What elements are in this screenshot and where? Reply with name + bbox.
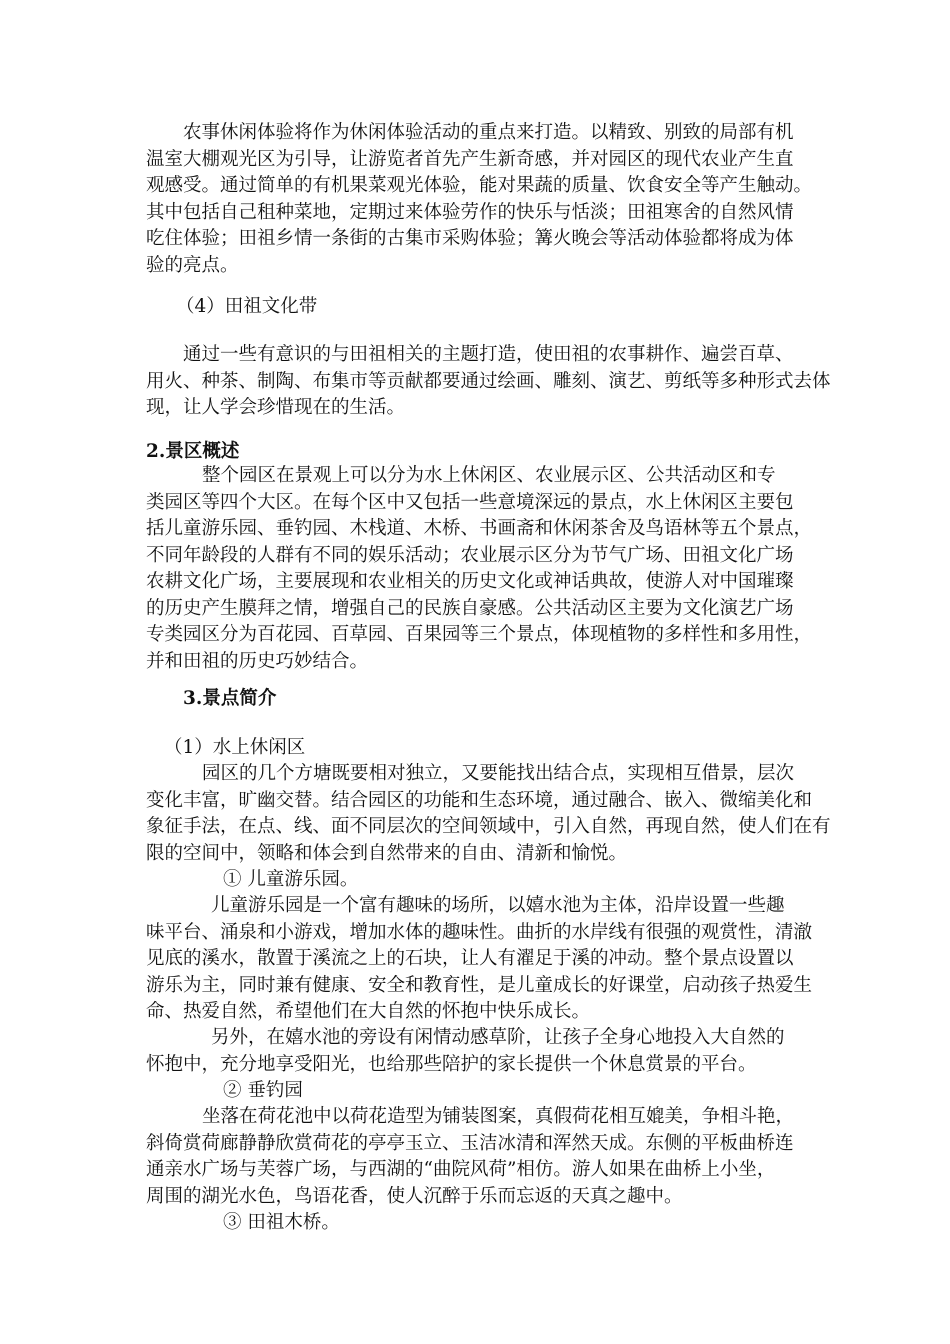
item-fishing-park [146, 1078, 808, 1105]
text-line: 味平台、涌泉和小游戏，增加水体的趣味性。曲折的水岸线有很强的观赏性，清澈 [146, 921, 813, 943]
paragraph-children-playground [146, 893, 813, 1026]
text-line: 类园区等四个大区。在每个区中又包括一些意境深远的景点，水上休闲区主要包 [146, 491, 794, 513]
text-line: 坐落在荷花池中以荷花造型为铺装图案，真假荷花相互媲美，争相斗艳， [202, 1106, 795, 1127]
text-line: 限的空间中，领略和体会到自然带来的自由、清新和愉悦。 [146, 842, 628, 864]
text-line: 游乐为主，同时兼有健康、安全和教育性，是儿童成长的好课堂，启动孩子热爱生 [146, 974, 813, 996]
text-line: 斜倚赏荷廊静静欣赏荷花的亭亭玉立、玉洁冰清和浑然天成。东侧的平板曲桥连 [146, 1132, 794, 1154]
text-line: 农事休闲体验将作为休闲体验活动的重点来打造。以精致、别致的局部有机 [183, 122, 794, 143]
text-line: 的历史产生膜拜之情，增强自己的民族自豪感。公共活动区主要为文化演艺广场 [146, 597, 794, 619]
text-line: 其中包括自己租种菜地，定期过来体验劳作的快乐与恬淡；田祖寒舍的自然风情 [146, 201, 794, 223]
text-line: 园区的几个方塘既要相对独立，又要能找出结合点，实现相互借景，层次 [202, 763, 795, 784]
text-line: 验的亮点。 [146, 254, 239, 276]
text-line: 命、热爱自然，希望他们在大自然的怀抱中快乐成长。 [146, 1001, 591, 1022]
text-line: 通亲水广场与芙蓉广场，与西湖的“曲院风荷”相仿。游人如果在曲桥上小坐， [146, 1159, 776, 1180]
text-line: 农耕文化广场，主要展现和农业相关的历史文化或神话典故，使游人对中国璀璨 [146, 571, 794, 592]
text-line: 儿童游乐园是一个富有趣味的场所，以嬉水池为主体，沿岸设置一些趣 [211, 895, 785, 916]
paragraph-farm-leisure [146, 120, 813, 279]
text-line: 不同年龄段的人群有不同的娱乐活动；农业展示区分为节气广场、田祖文化广场 [146, 544, 794, 566]
text-line: 另外，在嬉水池的旁设有闲情动感草阶，让孩子全身心地投入大自然的 [211, 1027, 785, 1048]
text-line: 专类园区分为百花园、百草园、百果园等三个景点，体现植物的多样性和多用性， [146, 624, 813, 645]
item-tianzu-wooden-bridge [146, 1210, 808, 1237]
heading-text: 3.景点简介 [183, 688, 277, 709]
heading-attractions [146, 686, 808, 713]
heading-text: （1）水上休闲区 [164, 737, 306, 758]
paragraph-water-leisure [146, 761, 831, 867]
text-line: 变化丰富，旷幽交替。结合园区的功能和生态环境，通过融合、嵌入、微缩美化和 [146, 789, 813, 811]
paragraph-culture-belt [146, 342, 831, 422]
text-line: 怀抱中，充分地享受阳光，也给那些陪护的家长提供一个休息赏景的平台。 [146, 1053, 757, 1075]
text-line: 周围的湖光水色，鸟语花香，使人沉醉于乐而忘返的天真之趣中。 [146, 1185, 683, 1207]
heading-text: 2.景区概述 [146, 441, 240, 462]
heading-scenic-overview [146, 439, 808, 466]
text-line: 温室大棚观光区为引导，让游览者首先产生新奇感，并对园区的现代农业产生直 [146, 148, 794, 170]
heading-water-leisure [146, 735, 808, 762]
text-line: 用火、种茶、制陶、布集市等贡献都要通过绘画、雕刻、演艺、剪纸等多种形式去体 [146, 370, 831, 392]
text-line: 并和田祖的历史巧妙结合。 [146, 650, 369, 672]
text-line: 整个园区在景观上可以分为水上休闲区、农业展示区、公共活动区和专 [202, 465, 776, 486]
text-line: 现，让人学会珍惜现在的生活。 [146, 397, 406, 418]
heading-text: （4）田祖文化带 [176, 296, 318, 317]
paragraph-fishing-park [146, 1104, 808, 1210]
item-heading: ① 儿童游乐园。 [223, 869, 359, 890]
text-line: 象征手法，在点、线、面不同层次的空间领域中，引入自然，再现自然，使人们在有 [146, 816, 831, 837]
item-children-playground [146, 867, 808, 894]
item-heading: ③ 田祖木桥。 [223, 1212, 340, 1233]
text-line: 括儿童游乐园、垂钓园、木栈道、木桥、书画斋和休闲茶舍及鸟语林等五个景点， [146, 518, 813, 539]
paragraph-scenic-overview [146, 463, 813, 675]
text-line: 观感受。通过简单的有机果菜观光体验，能对果蔬的质量、饮食安全等产生触动。 [146, 175, 813, 196]
text-line: 见底的溪水，散置于溪流之上的石块，让人有濯足于溪的冲动。整个景点设置以 [146, 948, 794, 969]
text-line: 通过一些有意识的与田祖相关的主题打造，使田祖的农事耕作、遍尝百草、 [183, 344, 794, 365]
item-heading: ② 垂钓园 [223, 1080, 303, 1101]
heading-tianzu-culture-belt [146, 294, 808, 321]
text-line: 吃住体验；田祖乡情一条街的古集市采购体验；篝火晚会等活动体验都将成为体 [146, 228, 794, 249]
paragraph-grass-steps [146, 1025, 808, 1078]
